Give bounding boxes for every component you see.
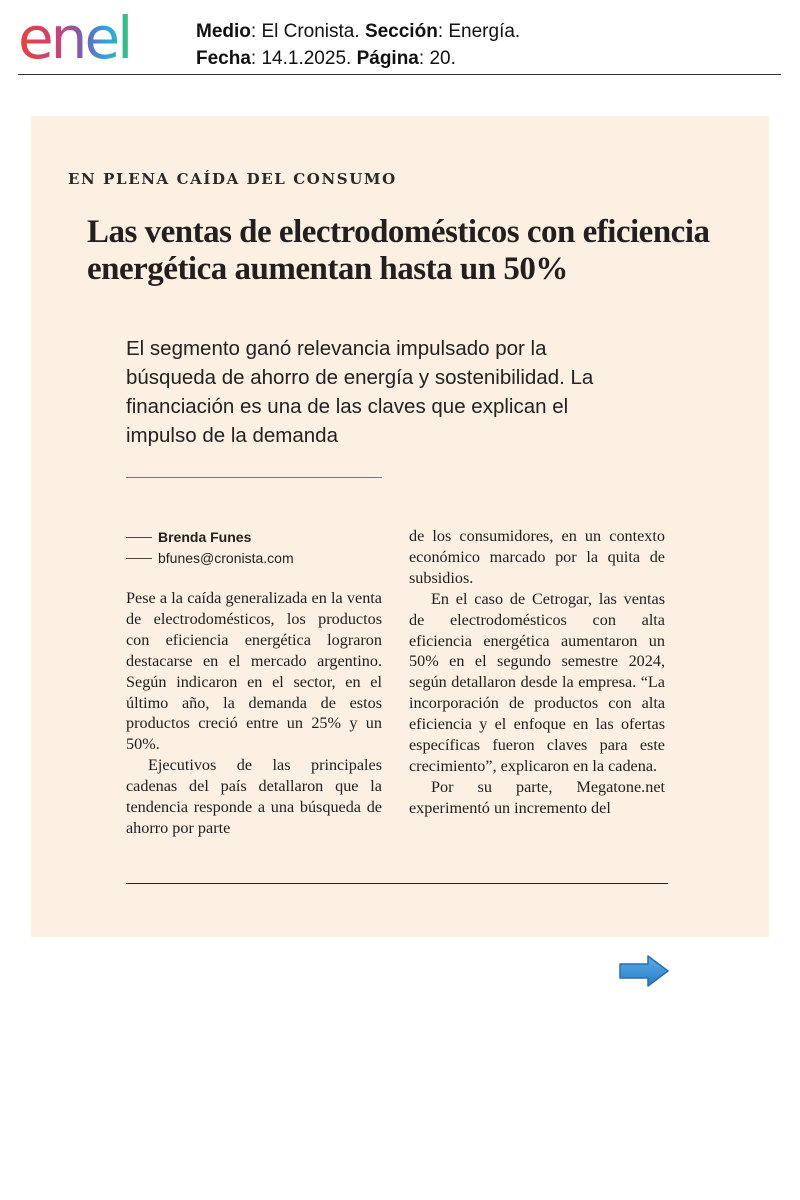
paragraph: de los consumidores, en un contexto económico marcado por la quita de subsidios. (409, 527, 665, 587)
author-name: Brenda Funes (158, 529, 252, 545)
article-subhead: El segmento ganó relevancia impulsado por la búsqueda de ahorro de energía y sostenibilidad. La financiación es una de las claves que explican el impulso de la demanda (126, 337, 594, 447)
author-email: bfunes@cronista.com (158, 550, 294, 566)
paragraph: En el caso de Cetrogar, las ventas de electrodomésticos con alta eficiencia energética aumentaron un 50% en el segundo semestre 2024, según detallaron desde la empresa. “La incorporación de productos con alta eficiencia y el enfoque en las ofertas específicas fueron claves para este crecimiento”, explicaron en la cadena. (409, 589, 665, 775)
fecha-value: : 14.1.2025. (250, 48, 357, 69)
paragraph: Pese a la caída generalizada en la venta de electrodomésticos, los productos con eficiencia energética lograron destacarse en el mercado argentino. Según indicaron en el sector, en el último año, la demanda de estos productos creció entre un 25% y un 50%. (126, 589, 382, 754)
byline-dash (126, 537, 152, 538)
document-metadata (196, 18, 520, 72)
newspaper-clipping (31, 116, 769, 937)
svg-text:enel: enel (18, 10, 131, 68)
document-header (18, 8, 781, 75)
arrow-right-icon[interactable] (618, 953, 670, 989)
article-column-left (126, 588, 382, 839)
paragraph: Ejecutivos de las principales cadenas del país detallaron que la tendencia responde a una búsqueda de ahorro por parte (126, 756, 382, 837)
article-kicker: EN PLENA CAÍDA DEL CONSUMO (68, 170, 397, 188)
pagina-value: : 20. (418, 48, 456, 69)
subhead-divider (126, 477, 382, 478)
pagina-label: Página (356, 48, 419, 69)
article-column-right (409, 526, 665, 819)
paragraph: Por su parte, Megatone.net experimentó un incremento del (409, 777, 665, 817)
byline (126, 527, 382, 569)
byline-dash (126, 558, 152, 559)
fecha-label: Fecha (196, 48, 251, 69)
article-bottom-rule (126, 883, 668, 884)
medio-label: Medio (196, 21, 251, 42)
enel-logo (18, 10, 170, 68)
article-headline: Las ventas de electrodomésticos con eficiencia energética aumentan hasta un 50% (87, 214, 710, 287)
seccion-value: : Energía. (437, 21, 521, 42)
medio-value: : El Cronista. (250, 21, 365, 42)
seccion-label: Sección (364, 21, 438, 42)
